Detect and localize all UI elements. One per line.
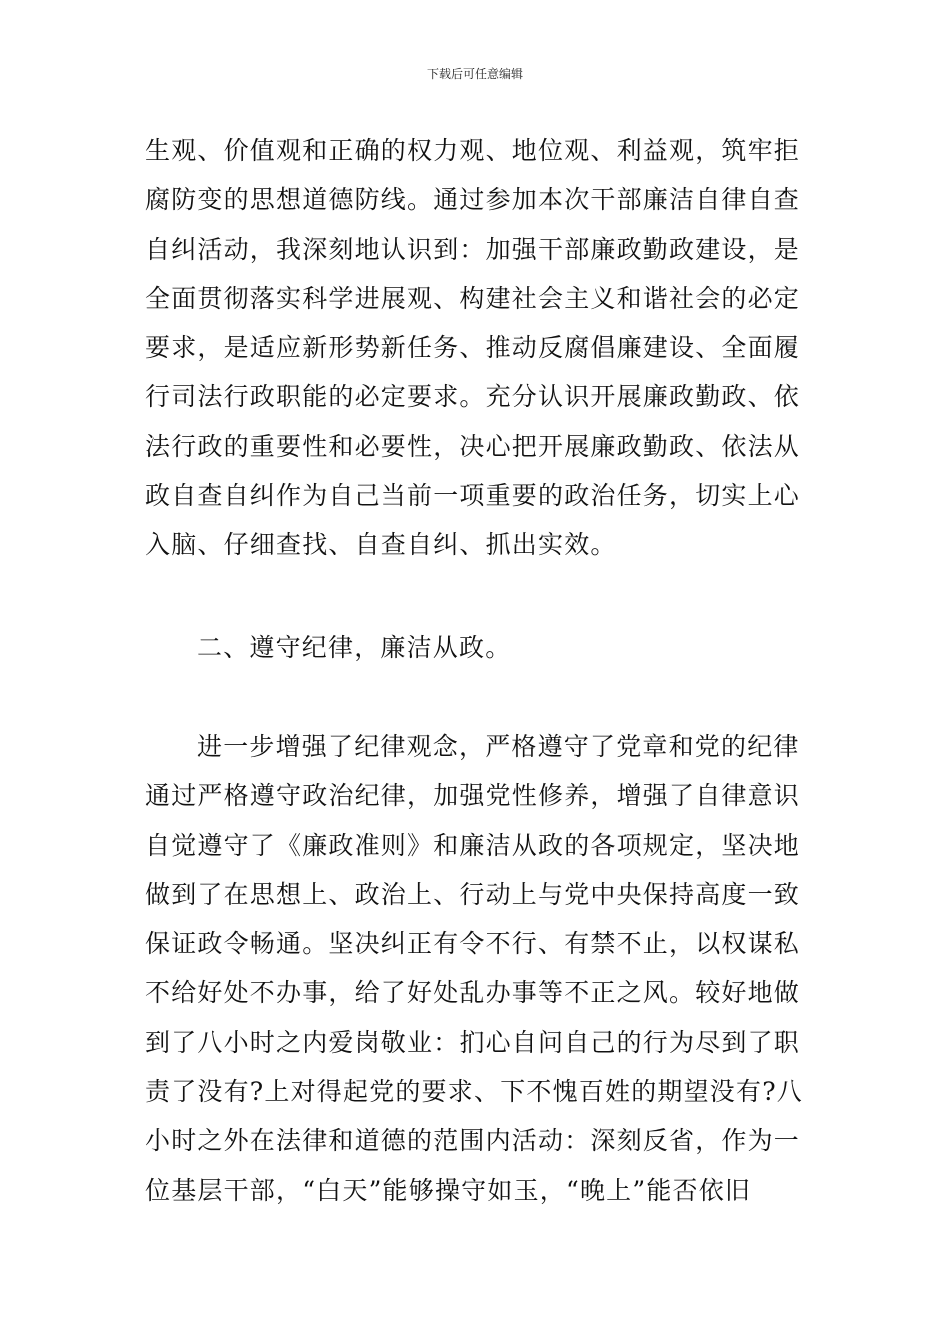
paragraph-2 — [145, 722, 805, 1215]
text-line: 自觉遵守了《廉政准则》和廉洁从政的各项规定，坚决地 — [145, 830, 801, 860]
text-line: 做到了在思想上、政治上、行动上与党中央保持高度一致 — [145, 879, 801, 909]
text-line: 小时之外在法律和道德的范围内活动：深刻反省，作为一 — [145, 1126, 801, 1156]
text-line: 全面贯彻落实科学进展观、构建社会主义和谐社会的必定 — [145, 283, 801, 313]
text-line: 生观、价值观和正确的权力观、地位观、利益观，筑牢拒 — [145, 136, 801, 165]
text-line: 责了没有?上对得起党的要求、下不愧百姓的期望没有?八 — [145, 1077, 804, 1107]
header-note: 下载后可任意编辑 — [426, 67, 523, 81]
section-heading — [145, 623, 805, 672]
text-line: 不给好处不办事，给了好处乱办事等不正之风。较好地做 — [145, 978, 801, 1008]
paragraph-1 — [145, 126, 805, 570]
text-line: 进一步增强了纪律观念，严格遵守了党章和党的纪律 — [197, 732, 800, 761]
text-line: 自纠活动，我深刻地认识到：加强干部廉政勤政建设，是 — [145, 234, 801, 264]
text-line: 要求，是适应新形势新任务、推动反腐倡廉建设、全面履 — [145, 333, 801, 363]
section-heading-text: 二、遵守纪律，廉洁从政。 — [197, 633, 512, 662]
text-line: 腐防变的思想道德防线。通过参加本次干部廉洁自律自查 — [145, 185, 801, 215]
text-line: 政自查自纠作为自己当前一项重要的政治任务，切实上心 — [145, 481, 801, 511]
text-line: 保证政令畅通。坚决纠正有令不行、有禁不止，以权谋私 — [145, 929, 801, 959]
text-line: 位基层干部，“白天”能够操守如玉，“晚上”能否依旧 — [145, 1175, 752, 1205]
text-line: 法行政的重要性和必要性，决心把开展廉政勤政、依法从 — [145, 431, 801, 461]
text-line: 行司法行政职能的必定要求。充分认识开展廉政勤政、依 — [145, 382, 801, 412]
text-line: 入脑、仔细查找、自查自纠、抓出实效。 — [145, 530, 617, 560]
text-line: 到了八小时之内爱岗敬业：扪心自问自己的行为尽到了职 — [145, 1027, 801, 1057]
text-line: 通过严格遵守政治纪律，加强党性修养，增强了自律意识 — [145, 781, 801, 811]
